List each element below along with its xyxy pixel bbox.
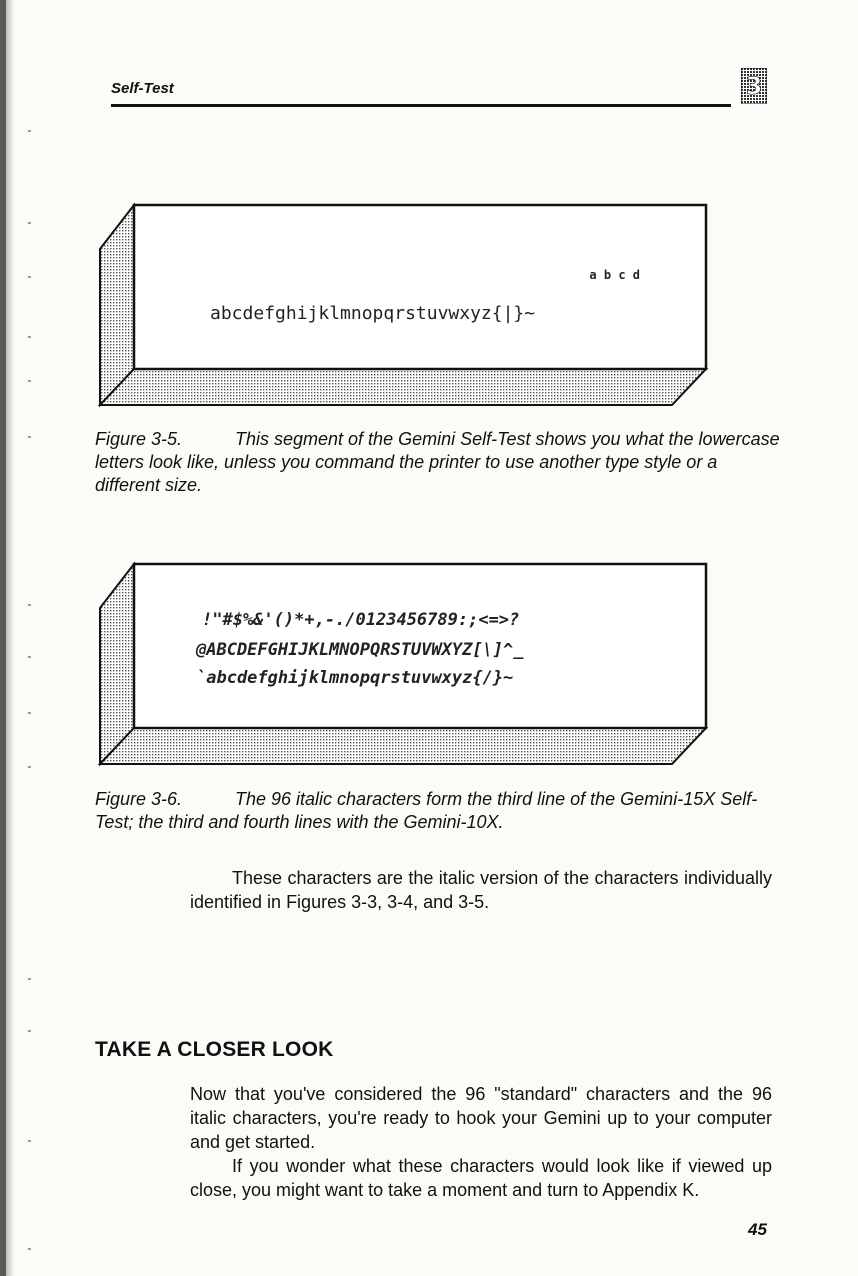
figure-3-6-caption: [95, 788, 785, 834]
scan-edge-shadow: [6, 0, 14, 1276]
margin-speck: [28, 766, 31, 768]
screen-line: abcdefghijklmnopqrstuvwxyz{|}~: [210, 303, 536, 324]
paragraph-text: If you wonder what these characters would look like if viewed up close, you might want to take a moment and turn to Appendix K.: [190, 1156, 772, 1200]
margin-speck: [28, 978, 31, 980]
margin-speck: [28, 1248, 31, 1250]
paragraph-text: These characters are the italic version of the characters individually identified in Figures 3-3, 3-4, and 3-5.: [190, 868, 772, 912]
running-head: Self-Test: [111, 80, 174, 97]
margin-speck: [28, 436, 31, 438]
margin-speck: [28, 1140, 31, 1142]
figure-3-5-box: [92, 203, 710, 413]
paragraph-text: Now that you've considered the 96 "standard" characters and the 96 italic characters, you're ready to hook your Gemini up to your computer and get started.: [190, 1084, 772, 1152]
screen-line: a b c d: [589, 268, 640, 282]
screen-line: @ABCDEFGHIJKLMNOPQRSTUVWXYZ[\]^_: [196, 640, 524, 660]
chapter-tab: [741, 68, 767, 104]
margin-speck: [28, 336, 31, 338]
margin-speck: [28, 380, 31, 382]
header-rule: [111, 104, 731, 107]
margin-speck: [28, 1030, 31, 1032]
margin-speck: [28, 222, 31, 224]
caption-text: The 96 italic characters form the third line of the Gemini-15X Self-Test; the third and fourth lines with the Gemini-10X.: [95, 789, 758, 832]
chapter-number: 3: [745, 72, 763, 100]
margin-speck: [28, 656, 31, 658]
section-title: TAKE A CLOSER LOOK: [95, 1038, 334, 1061]
chapter-number-icon: [741, 68, 767, 104]
figure-3-6-box: [92, 562, 710, 772]
caption-text: This segment of the Gemini Self-Test shows you what the lowercase letters look like, unless you command the printer to use another type style or a different size.: [95, 429, 780, 495]
figure-3-5-caption: [95, 428, 785, 497]
margin-speck: [28, 604, 31, 606]
caption-number: Figure 3-6.: [95, 789, 183, 809]
margin-speck: [28, 130, 31, 132]
margin-speck: [28, 712, 31, 714]
page-number: 45: [748, 1220, 767, 1239]
margin-speck: [28, 276, 31, 278]
section-body: [190, 1082, 772, 1202]
body-paragraph: [190, 866, 772, 914]
screen-line: `abcdefghijklmnopqrstuvwxyz{/}~: [196, 668, 514, 688]
screen-line: !"#$%&'()*+,-./0123456789:;<=>?: [202, 610, 520, 630]
caption-number: Figure 3-5.: [95, 429, 183, 449]
